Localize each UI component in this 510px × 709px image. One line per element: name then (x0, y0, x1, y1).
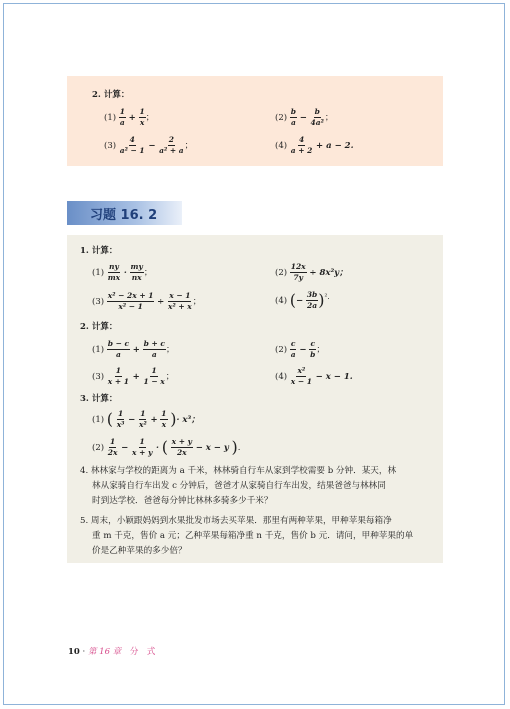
chapter-label: 第 16 章 (87, 647, 122, 657)
top-item-4: (4) $\frac{4}{a + 2}$ + a − 2. (275, 135, 354, 155)
q1-item-3: (3) $\frac{\text{x² − 2x + 1}}{\text{x² − 1}}$ ÷ $\frac{x - 1}{\text{x² + x}}$ ； (92, 291, 202, 311)
q2-item-2: (2) $\frac{c}{a}$ − $\frac{c}{b}$ ； (275, 339, 325, 359)
footer-separator: · (82, 647, 86, 657)
q3-item-2: (2) $\frac{1}{2x}$ − $\frac{1}{x + y}$ · ( $\frac{x + y}{2x}$ − x − y ). (92, 437, 241, 457)
q2-heading: 2. 计算： (92, 90, 130, 100)
q3-item-1: (1) ( $\frac{1}{\text{x³}}$ − $\frac{1}{\text{x²}}$ + $\frac{1}{x}$ )· x³； (92, 409, 200, 429)
q1-item-4: (4) (− $\frac{3b}{2a}$ )$^{^2.}$ (275, 290, 330, 310)
q5-line-3: 价是乙种苹果的多少倍？ (92, 546, 187, 556)
q1-item-2: (2) $\frac{12x}{7y}$ ÷ 8x²y； (275, 262, 348, 282)
top-item-3: (3) $\frac{4}{\text{a² − 1}}$ − $\frac{2}{\text{a² + a}}$ ； (104, 135, 194, 155)
q5-line-2: 重 m 千克，售价 a 元；乙种苹果每箱净重 n 千克，售价 b 元．请问，甲种苹果的单 (92, 531, 414, 541)
q2-item-1: (1) $\frac{b - c}{a}$ + $\frac{b + c}{a}$ ； (92, 339, 175, 359)
page-number: 10 (68, 647, 80, 657)
chapter-name: 分 式 (129, 647, 156, 657)
q1-item-1: (1) $\frac{ny}{mx}$ · $\frac{my}{nx}$ ； (92, 262, 153, 282)
q2-item-4: (4) $\frac{\text{x²}}{x - 1}$ − x − 1. (275, 366, 353, 386)
top-item-2: (2) $\frac{b}{a}$ − $\frac{b}{\text{4a²}}$ ； (275, 107, 334, 127)
q4-line-3: 时到达学校．爸爸每分钟比林林多骑多少千米？ (92, 496, 273, 506)
exercise-title: 习题 16. 2 (90, 208, 158, 223)
q1-heading: 1. 计算： (80, 246, 118, 256)
q4-line-1: 4. 林林家与学校的距离为 a 千米，林林骑自行车从家到学校需要 b 分钟．某天，林 (80, 466, 397, 476)
q3-heading: 3. 计算： (80, 394, 118, 404)
top-item-1: (1) $\frac{1}{a}$ + $\frac{1}{x}$ ； (104, 107, 155, 127)
q2-ex-heading: 2. 计算： (80, 322, 118, 332)
q2-item-3: (3) $\frac{1}{x + 1}$ + $\frac{1}{1 - x}$ ； (92, 366, 175, 386)
q5-line-1: 5. 周末，小颖跟妈妈到水果批发市场去买苹果．那里有两种苹果，甲种苹果每箱净 (80, 516, 392, 526)
page-footer (68, 645, 155, 657)
q4-line-2: 林从家骑自行车出发 c 分钟后，爸爸才从家骑自行车出发，结果爸爸与林林同 (92, 481, 386, 491)
